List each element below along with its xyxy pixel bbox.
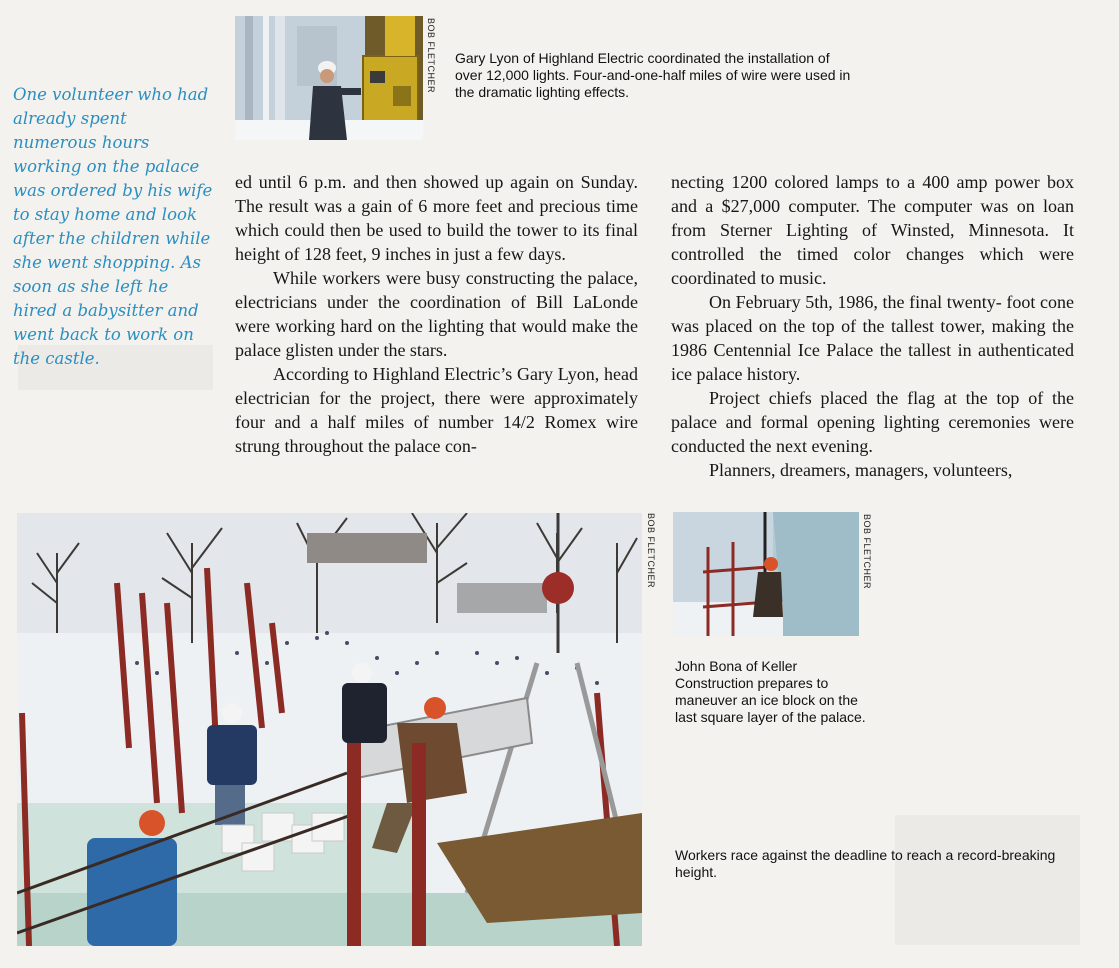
photo-credit-main: BOB FLETCHER xyxy=(646,513,656,589)
paragraph: According to Highland Electric’s Gary Lyon, head electrician for the project, there were approximately four and a half miles of number 14/2 Romex wire strung throughout the palace con- xyxy=(235,364,638,456)
article-column-left xyxy=(235,170,638,458)
photo-john-bona xyxy=(673,512,859,636)
photo-credit-top: BOB FLETCHER xyxy=(426,18,436,94)
caption-workers: Workers race against the deadline to reach a record-breaking height. xyxy=(675,847,1056,880)
paragraph: Project chiefs placed the flag at the top of the palace and formal opening lighting ceremonies were conducted the next evening. xyxy=(671,388,1074,456)
pull-quote: One volunteer who had already spent numerous hours working on the palace was ordered by his wife to stay home and look after the children while she went shopping. As soon as she left he hired a babysitter and went back to work on the castle. xyxy=(13,85,213,368)
caption-john-bona: John Bona of Keller Construction prepares to maneuver an ice block on the last square layer of the palace. xyxy=(675,658,866,725)
paragraph: Planners, dreamers, managers, volunteers, xyxy=(709,460,1013,480)
paragraph: On February 5th, 1986, the final twenty- foot cone was placed on the top of the tallest tower, making the 1986 Centennial Ice Palace the tallest in authenticated ice palace history. xyxy=(671,292,1074,384)
caption-gary-lyon: Gary Lyon of Highland Electric coordinated the installation of over 12,000 lights. Four-and-one-half miles of wire were used in the dramatic lighting effects. xyxy=(455,50,851,100)
photo-credit-right: BOB FLETCHER xyxy=(862,514,872,590)
article-column-right xyxy=(671,170,1074,482)
paragraph: While workers were busy constructing the palace, electricians under the coordination of Bill LaLonde were working hard on the lighting that would make the palace glisten under the stars. xyxy=(235,268,638,360)
paragraph: necting 1200 colored lamps to a 400 amp power box and a $27,000 computer. The computer was on loan from Sterner Lighting of Winsted, Minnesota. It controlled the timed color changes which were coordinated to music. xyxy=(671,172,1074,288)
photo-workers-ice-palace xyxy=(17,513,642,946)
paragraph: ed until 6 p.m. and then showed up again on Sunday. The result was a gain of 6 more feet and precious time which could then be used to build the tower to its final height of 128 feet, 9 inches in just a few days. xyxy=(235,172,638,264)
photo-gary-lyon xyxy=(235,16,423,140)
